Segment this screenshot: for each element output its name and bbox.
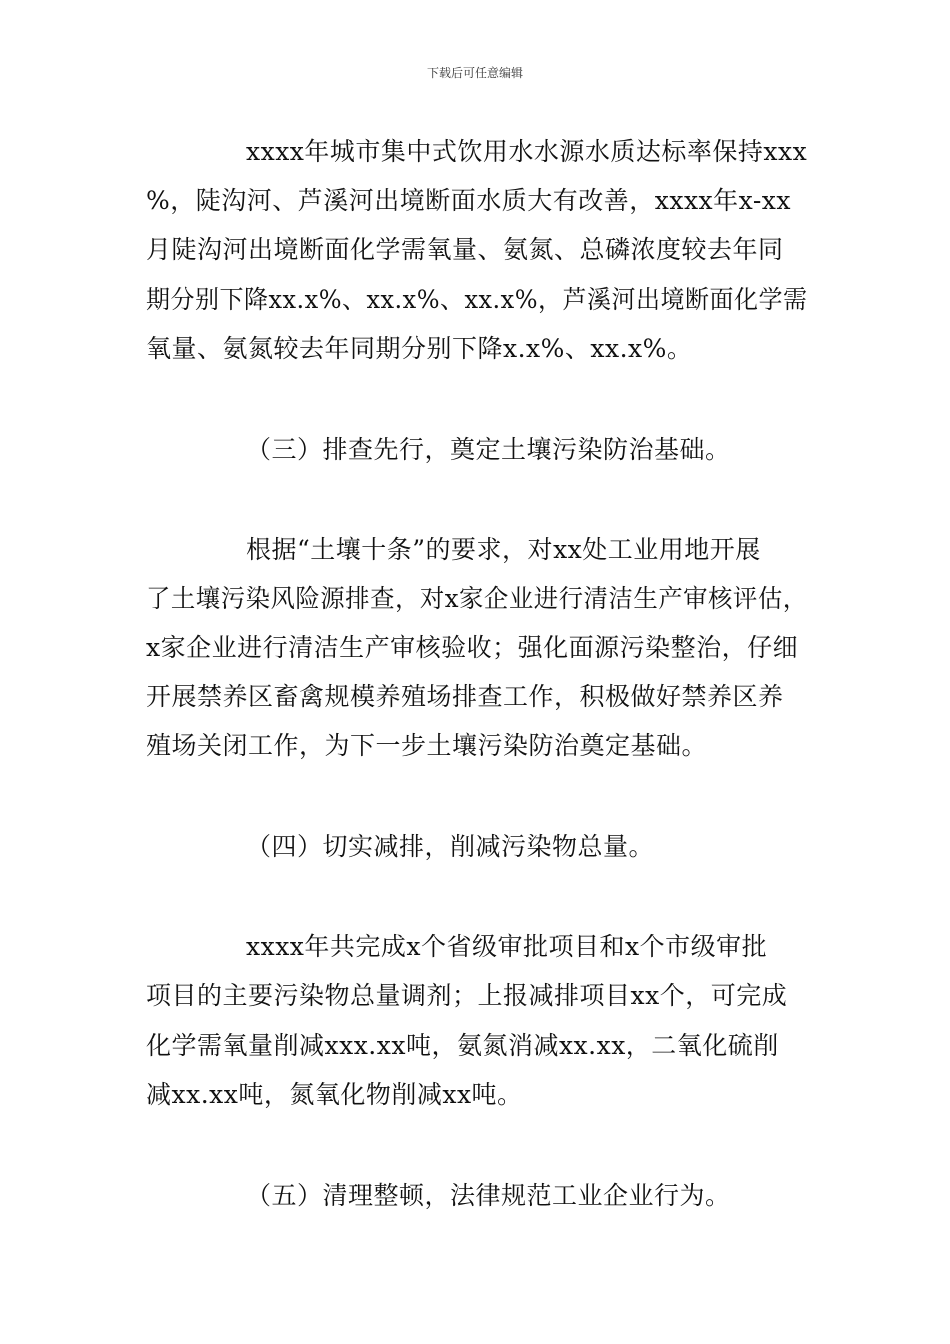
paragraph-3-line-4: 减xx.xx吨，氮氧化物削减xx吨。 — [146, 1080, 523, 1109]
page-header-note: 下载后可任意编辑 — [426, 66, 523, 80]
paragraph-3-line-1: xxxx年共完成x个省级审批项目和x个市级审批 — [246, 932, 768, 961]
paragraph-1-line-5: 氧量、氨氮较去年同期分别下降x.x%、xx.x%。 — [146, 334, 693, 363]
paragraph-3-line-2: 项目的主要污染物总量调剂；上报减排项目xx个，可完成 — [146, 981, 788, 1010]
paragraph-2-line-5: 殖场关闭工作，为下一步土壤污染防治奠定基础。 — [146, 731, 708, 760]
paragraph-3-line-3: 化学需氧量削减xxx.xx吨，氨氮消减xx.xx，二氧化硫削 — [146, 1031, 779, 1060]
paragraph-1-line-3: 月陡沟河出境断面化学需氧量、氨氮、总磷浓度较去年同 — [146, 235, 784, 264]
paragraph-2-line-2: 了土壤污染风险源排查，对x家企业进行清洁生产审核评估， — [146, 584, 808, 613]
paragraph-1-line-2: %，陡沟河、芦溪河出境断面水质大有改善，xxxx年x-xx — [146, 186, 791, 215]
section-heading-3: （三）排查先行，奠定土壤污染防治基础。 — [246, 435, 731, 464]
paragraph-1-line-1: xxxx年城市集中式饮用水水源水质达标率保持xxx — [246, 137, 808, 166]
paragraph-2-line-1: 根据“土壤十条”的要求，对xx处工业用地开展 — [246, 535, 761, 564]
paragraph-2-line-4: 开展禁养区畜禽规模养殖场排查工作，积极做好禁养区养 — [146, 682, 784, 711]
section-heading-4: （四）切实减排，削减污染物总量。 — [246, 832, 655, 861]
section-heading-5: （五）清理整顿，法律规范工业企业行为。 — [246, 1181, 731, 1210]
paragraph-1-line-4: 期分别下降xx.x%、xx.x%、xx.x%，芦溪河出境断面化学需 — [146, 285, 808, 314]
paragraph-2-line-3: x家企业进行清洁生产审核验收；强化面源污染整治，仔细 — [146, 633, 799, 662]
